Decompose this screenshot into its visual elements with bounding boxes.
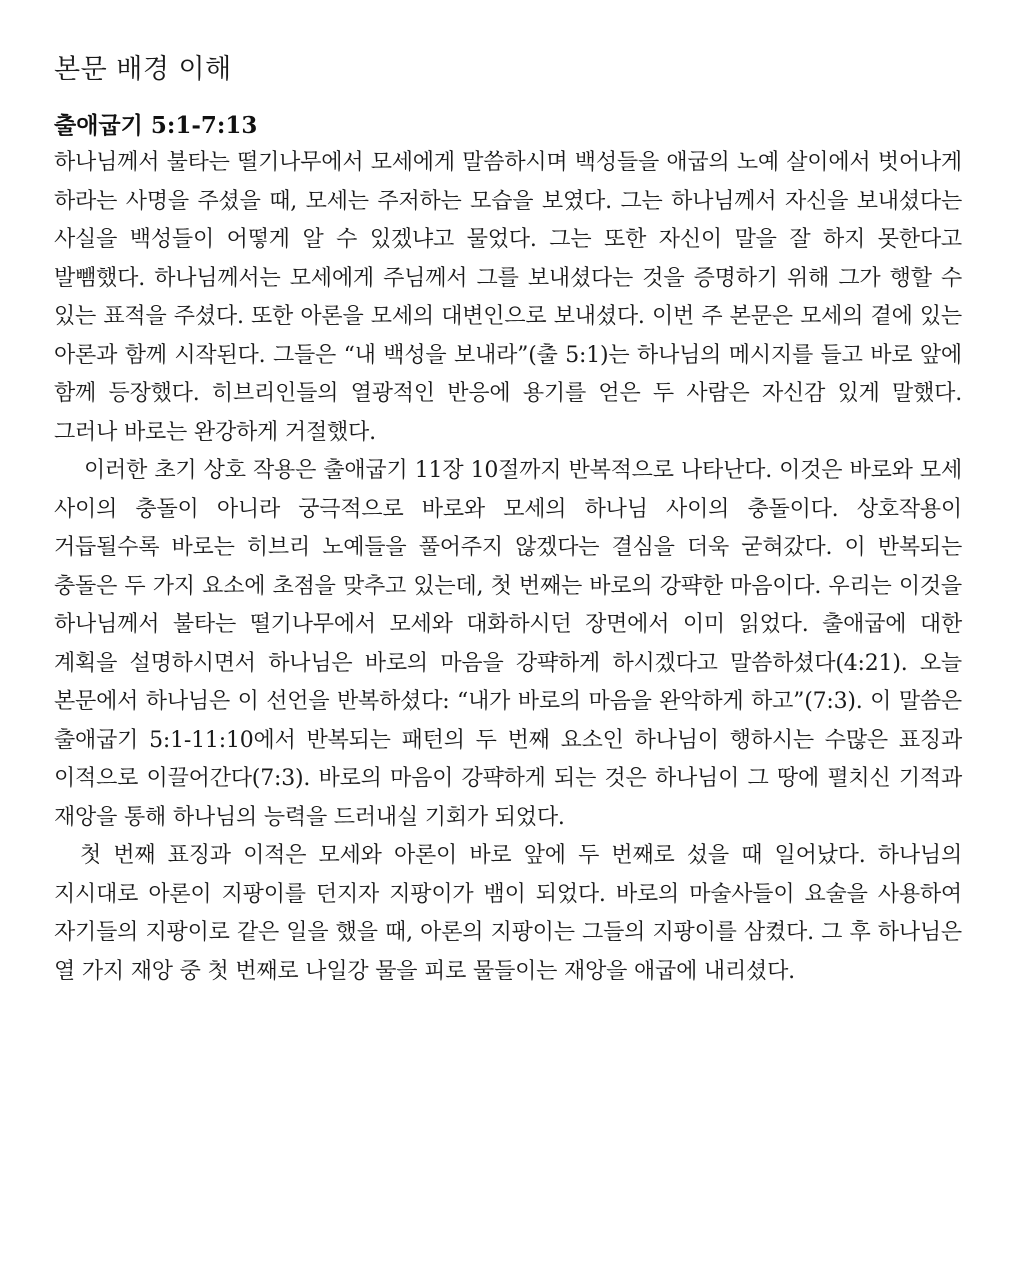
body-paragraph-3: 첫 번째 표징과 이적은 모세와 아론이 바로 앞에 두 번째로 섰을 때 일어났다. 하나님의 지시대로 아론이 지팡이를 던지자 지팡이가 뱀이 되었다. 바로의 마술사들이 요술을 사용하여 자기들의 지팡이로 같은 일을 했을 때, 아론의 지팡이는 그들의 지팡이를 삼켰다. 그 후 하나님은 열 가지 재앙 중 첫 번째로 나일강 물을 피로 물들이는 재앙을 애굽에 내리셨다. bbox=[54, 843, 962, 984]
body-paragraph-2: 이러한 초기 상호 작용은 출애굽기 11장 10절까지 반복적으로 나타난다. 이것은 바로와 모세 사이의 충돌이 아니라 궁극적으로 바로와 모세의 하나님 사이의 충돌이다. 상호작용이 거듭될수록 바로는 히브리 노예들을 풀어주지 않겠다는 결심을 더욱 굳혀갔다. 이 반복되는 충돌은 두 가지 요소에 초점을 맞추고 있는데, 첫 번째는 바로의 강퍅한 마음이다. 우리는 이것을 하나님께서 불타는 떨기나무에서 모세와 대화하시던 장면에서 이미 읽었다. 출애굽에 대한 계획을 설명하시면서 하나님은 바로의 마음을 강퍅하게 하시겠다고 말씀하셨다(4:21). 오늘 본문에서 하나님은 이 선언을 반복하셨다: “내가 바로의 마음을 완악하게 하고”(7:3). 이 말씀은 출애굽기 5:1-11:10에서 반복되는 패턴의 두 번째 요소인 하나님이 행하시는 수많은 표징과 이적으로 이끌어간다(7:3). 바로의 마음이 강퍅하게 되는 것은 하나님이 그 땅에 펼치신 기적과 재앙을 통해 하나님의 능력을 드러내실 기회가 되었다. bbox=[54, 458, 962, 830]
scripture-reference: 출애굽기 5:1-7:13 bbox=[54, 112, 258, 139]
document-page bbox=[54, 50, 962, 991]
section-heading: 본문 배경 이해 bbox=[54, 54, 232, 85]
body-paragraph-1: 하나님께서 불타는 떨기나무에서 모세에게 말씀하시며 백성들을 애굽의 노예 살이에서 벗어나게 하라는 사명을 주셨을 때, 모세는 주저하는 모습을 보였다. 그는 하나님께서 자신을 보내셨다는 사실을 백성들이 어떻게 알 수 있겠냐고 물었다. 그는 또한 자신이 말을 잘 하지 못한다고 발뺌했다. 하나님께서는 모세에게 주님께서 그를 보내셨다는 것을 증명하기 위해 그가 행할 수 있는 표적을 주셨다. 또한 아론을 모세의 대변인으로 보내셨다. 이번 주 본문은 모세의 곁에 있는 아론과 함께 시작된다. 그들은 “내 백성을 보내라”(출 5:1)는 하나님의 메시지를 들고 바로 앞에 함께 등장했다. 히브리인들의 열광적인 반응에 용기를 얻은 두 사람은 자신감 있게 말했다. 그러나 바로는 완강하게 거절했다. bbox=[54, 150, 962, 445]
